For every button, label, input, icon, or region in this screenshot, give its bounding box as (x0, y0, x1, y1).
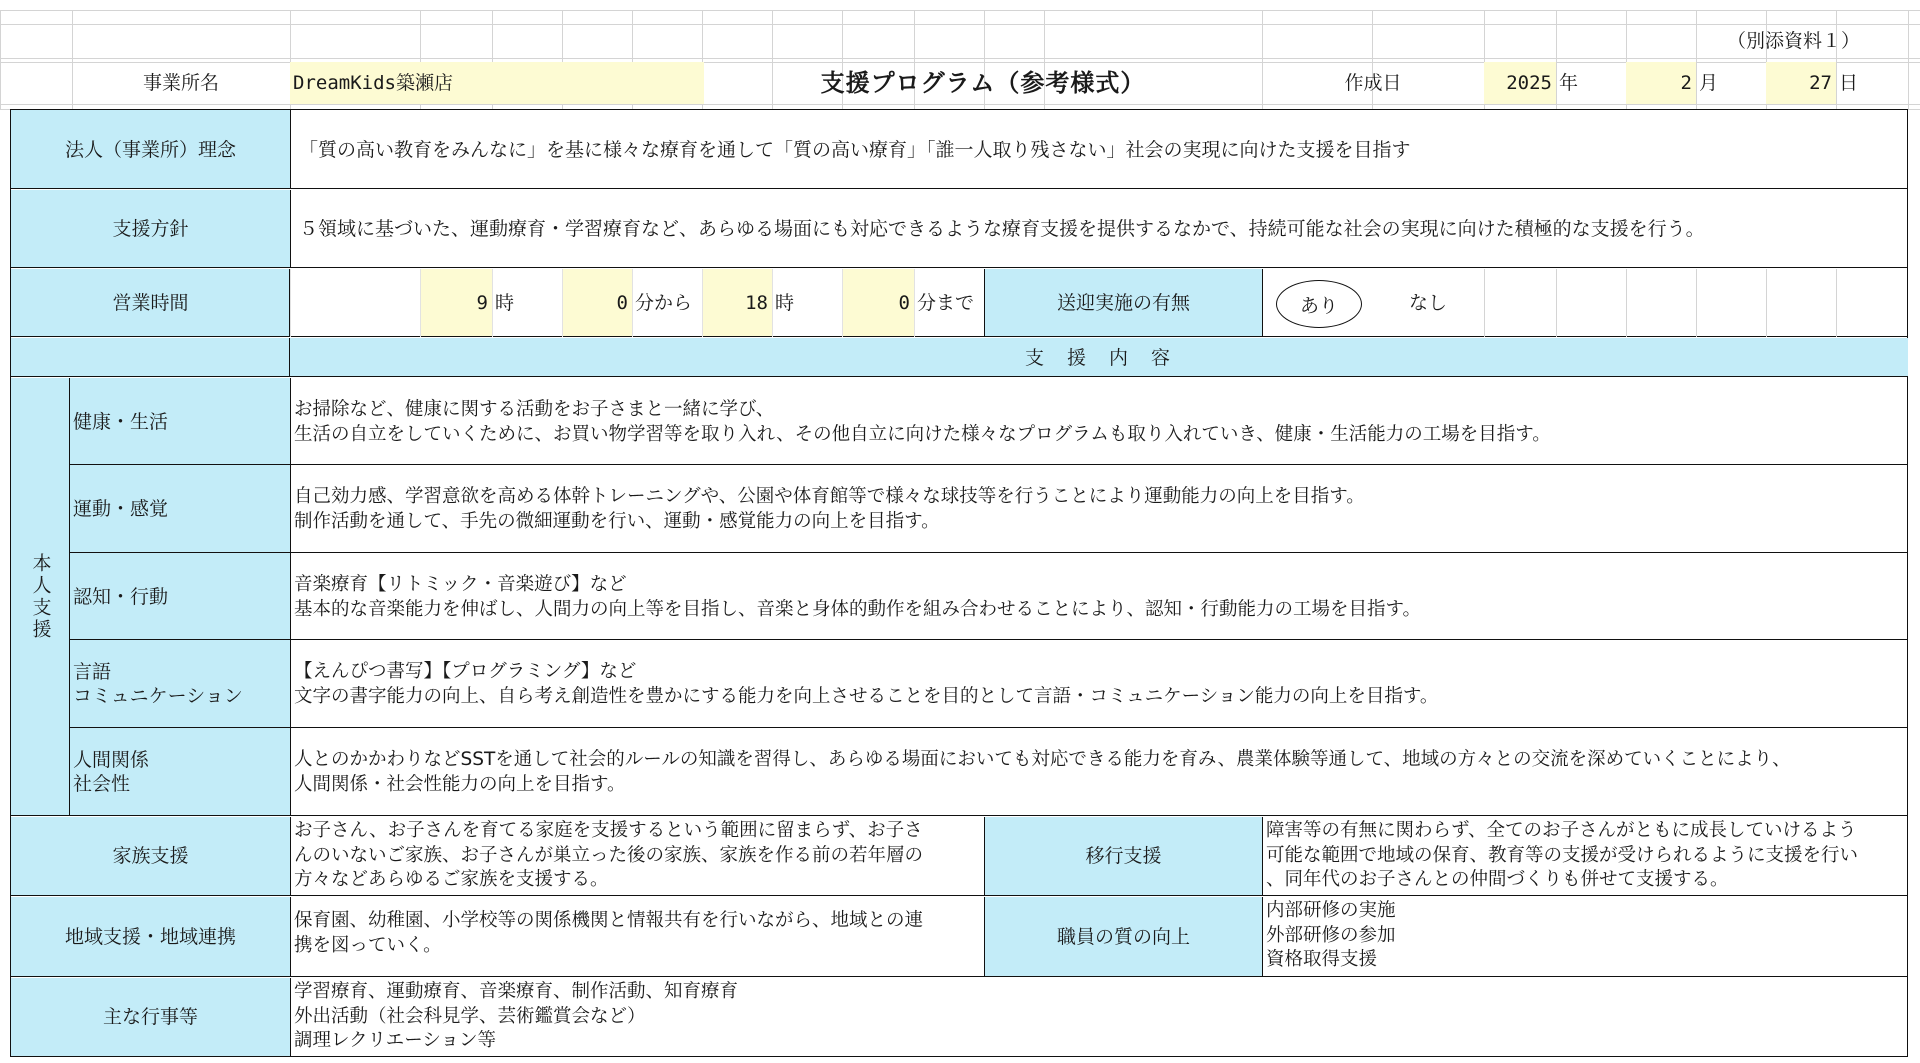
start-minute[interactable]: 0 (562, 269, 632, 337)
community-support-text[interactable]: 保育園、幼稚園、小学校等の関係機関と情報共有を行いながら、地域との連 携を図っていく。 (290, 897, 984, 976)
hours-label: 営業時間 (11, 269, 290, 337)
personal-row-text-line: 人間関係・社会性能力の向上を目指す。 (294, 773, 626, 795)
personal-row-text-line: 基本的な音楽能力を伸ばし、人間力の向上等を目指し、音楽と身体的動作を組み合わせることにより、認知・行動能力の工場を目指す。 (294, 598, 1422, 620)
personal-row-label-line: 認知・行動 (73, 585, 169, 608)
row-divider (11, 815, 1908, 816)
personal-row-text-line: 生活の自立をしていくために、お買い物学習等を取り入れ、その他自立に向けた様々なプログラムも取り入れていき、健康・生活能力の工場を目指す。 (294, 423, 1551, 445)
personal-row-label (70, 378, 290, 465)
end-minute-unit: 分まで (917, 292, 975, 314)
attachment-note: （別添資料１） (1726, 30, 1860, 52)
created-year[interactable]: 2025 (1484, 62, 1556, 104)
end-minute[interactable]: 0 (842, 269, 914, 337)
row-divider (11, 267, 1908, 268)
personal-row-text[interactable] (290, 378, 1907, 465)
hours-divider (1262, 269, 1263, 337)
staff-quality-text[interactable]: 内部研修の実施 外部研修の参加 資格取得支援 (1262, 897, 1907, 976)
personal-row-label-line: 人間関係 (73, 748, 150, 771)
row-divider (11, 895, 1908, 896)
start-hour-unit: 時 (495, 292, 515, 314)
family-support-label: 家族支援 (11, 817, 290, 895)
events-text[interactable]: 学習療育、運動療育、音楽療育、制作活動、知育療育 外出活動（社会科見学、芸術鑑賞会など） 調理レクリエーション等 (290, 978, 1907, 1056)
personal-support-label: 本人支援 (11, 378, 70, 815)
philosophy-text[interactable]: 「質の高い教育をみんなに」を基に様々な療育を通して「質の高い療育」「誰一人取り残さない」社会の実現に向けた支援を目指す (290, 110, 1907, 189)
personal-row-label (70, 465, 290, 553)
personal-row-label (70, 640, 290, 728)
month-unit: 月 (1699, 72, 1719, 94)
day-unit: 日 (1839, 72, 1859, 94)
personal-row-label-line: 運動・感覚 (73, 498, 169, 520)
family-support-text[interactable]: お子さん、お子さんを育てる家庭を支援するという範囲に留まらず、お子さ んのいないご家族、お子さんが巣立った後の家族、家族を作る前の若年層の 方々などあらゆるご家族を支援する。 (290, 817, 984, 895)
row-divider (11, 188, 1908, 189)
transport-no-option[interactable]: なし (1408, 292, 1447, 314)
personal-row-text[interactable] (290, 465, 1907, 553)
personal-row-text-line: 音楽療育【リトミック・音楽遊び】など (294, 573, 627, 595)
policy-label: 支援方針 (11, 190, 290, 268)
personal-row-text-line: 人とのかかわりなどSSTを通して社会的ルールの知識を習得し、あらゆる場面においても対応できる能力を育み、農業体験等通して、地域の方々との交流を深めていくことにより、 (294, 748, 1791, 770)
philosophy-label: 法人（事業所）理念 (11, 110, 290, 189)
personal-row-label-line: 健康・生活 (73, 410, 169, 433)
year-unit: 年 (1559, 72, 1579, 94)
support-content-header: 支 援 内 容 (1024, 346, 1172, 369)
staff-quality-label: 職員の質の向上 (984, 897, 1262, 976)
personal-row-label-line: 社会性 (73, 772, 131, 795)
document-title: 支援プログラム（参考様式） (820, 69, 1146, 97)
row-divider (11, 976, 1908, 977)
transport-yes-option[interactable]: あり (1276, 280, 1362, 328)
created-date-label: 作成日 (1344, 72, 1402, 94)
end-hour[interactable]: 18 (702, 269, 772, 337)
row-divider (11, 336, 1908, 337)
created-day[interactable]: 27 (1766, 62, 1836, 104)
personal-row-text-line: 自己効力感、学習意欲を高める体幹トレーニングや、公園や体育館等で様々な球技等を行うことにより運動能力の向上を目指す。 (294, 486, 1365, 507)
personal-row-text[interactable] (290, 728, 1907, 815)
personal-row-label (70, 728, 290, 815)
transition-support-label: 移行支援 (984, 817, 1262, 895)
office-label: 事業所名 (142, 72, 219, 94)
created-month[interactable]: 2 (1626, 62, 1696, 104)
personal-row-text-line: 【えんぴつ書写】【プログラミング】など (294, 661, 637, 682)
personal-row-label-line: 言語 (73, 661, 112, 683)
personal-row-text-line: お掃除など、健康に関する活動をお子さまと一緒に学び、 (294, 398, 775, 420)
personal-row-label (70, 553, 290, 640)
row-divider (11, 376, 1908, 377)
personal-row-label-line: コミュニケーション (73, 685, 243, 707)
start-hour[interactable]: 9 (420, 269, 492, 337)
transition-support-text[interactable]: 障害等の有無に関わらず、全てのお子さんがともに成長していけるよう 可能な範囲で地域の保育、教育等の支援が受けられるように支援を行い 、同年代のお子さんとの仲間づくりも併せて支援する。 (1262, 817, 1907, 895)
policy-text[interactable]: ５領域に基づいた、運動療育・学習療育など、あらゆる場面にも対応できるような療育支援を提供するなかで、持続可能な社会の実現に向けた積極的な支援を行う。 (290, 190, 1907, 268)
personal-row-text[interactable] (290, 553, 1907, 640)
personal-row-text[interactable] (290, 640, 1907, 728)
personal-row-text-line: 制作活動を通して、手先の微細運動を行い、運動・感覚能力の向上を目指す。 (294, 511, 940, 532)
office-name[interactable]: DreamKids築瀬店 (290, 62, 704, 104)
events-label: 主な行事等 (11, 978, 290, 1056)
personal-row-text-line: 文字の書字能力の向上、自ら考え創造性を豊かにする能力を向上させることを目的として言語・コミュニケーション能力の向上を目指す。 (294, 686, 1439, 707)
community-support-label: 地域支援・地域連携 (11, 897, 290, 976)
end-hour-unit: 時 (775, 292, 795, 314)
start-minute-unit: 分から (635, 292, 693, 314)
transport-label: 送迎実施の有無 (984, 269, 1262, 337)
